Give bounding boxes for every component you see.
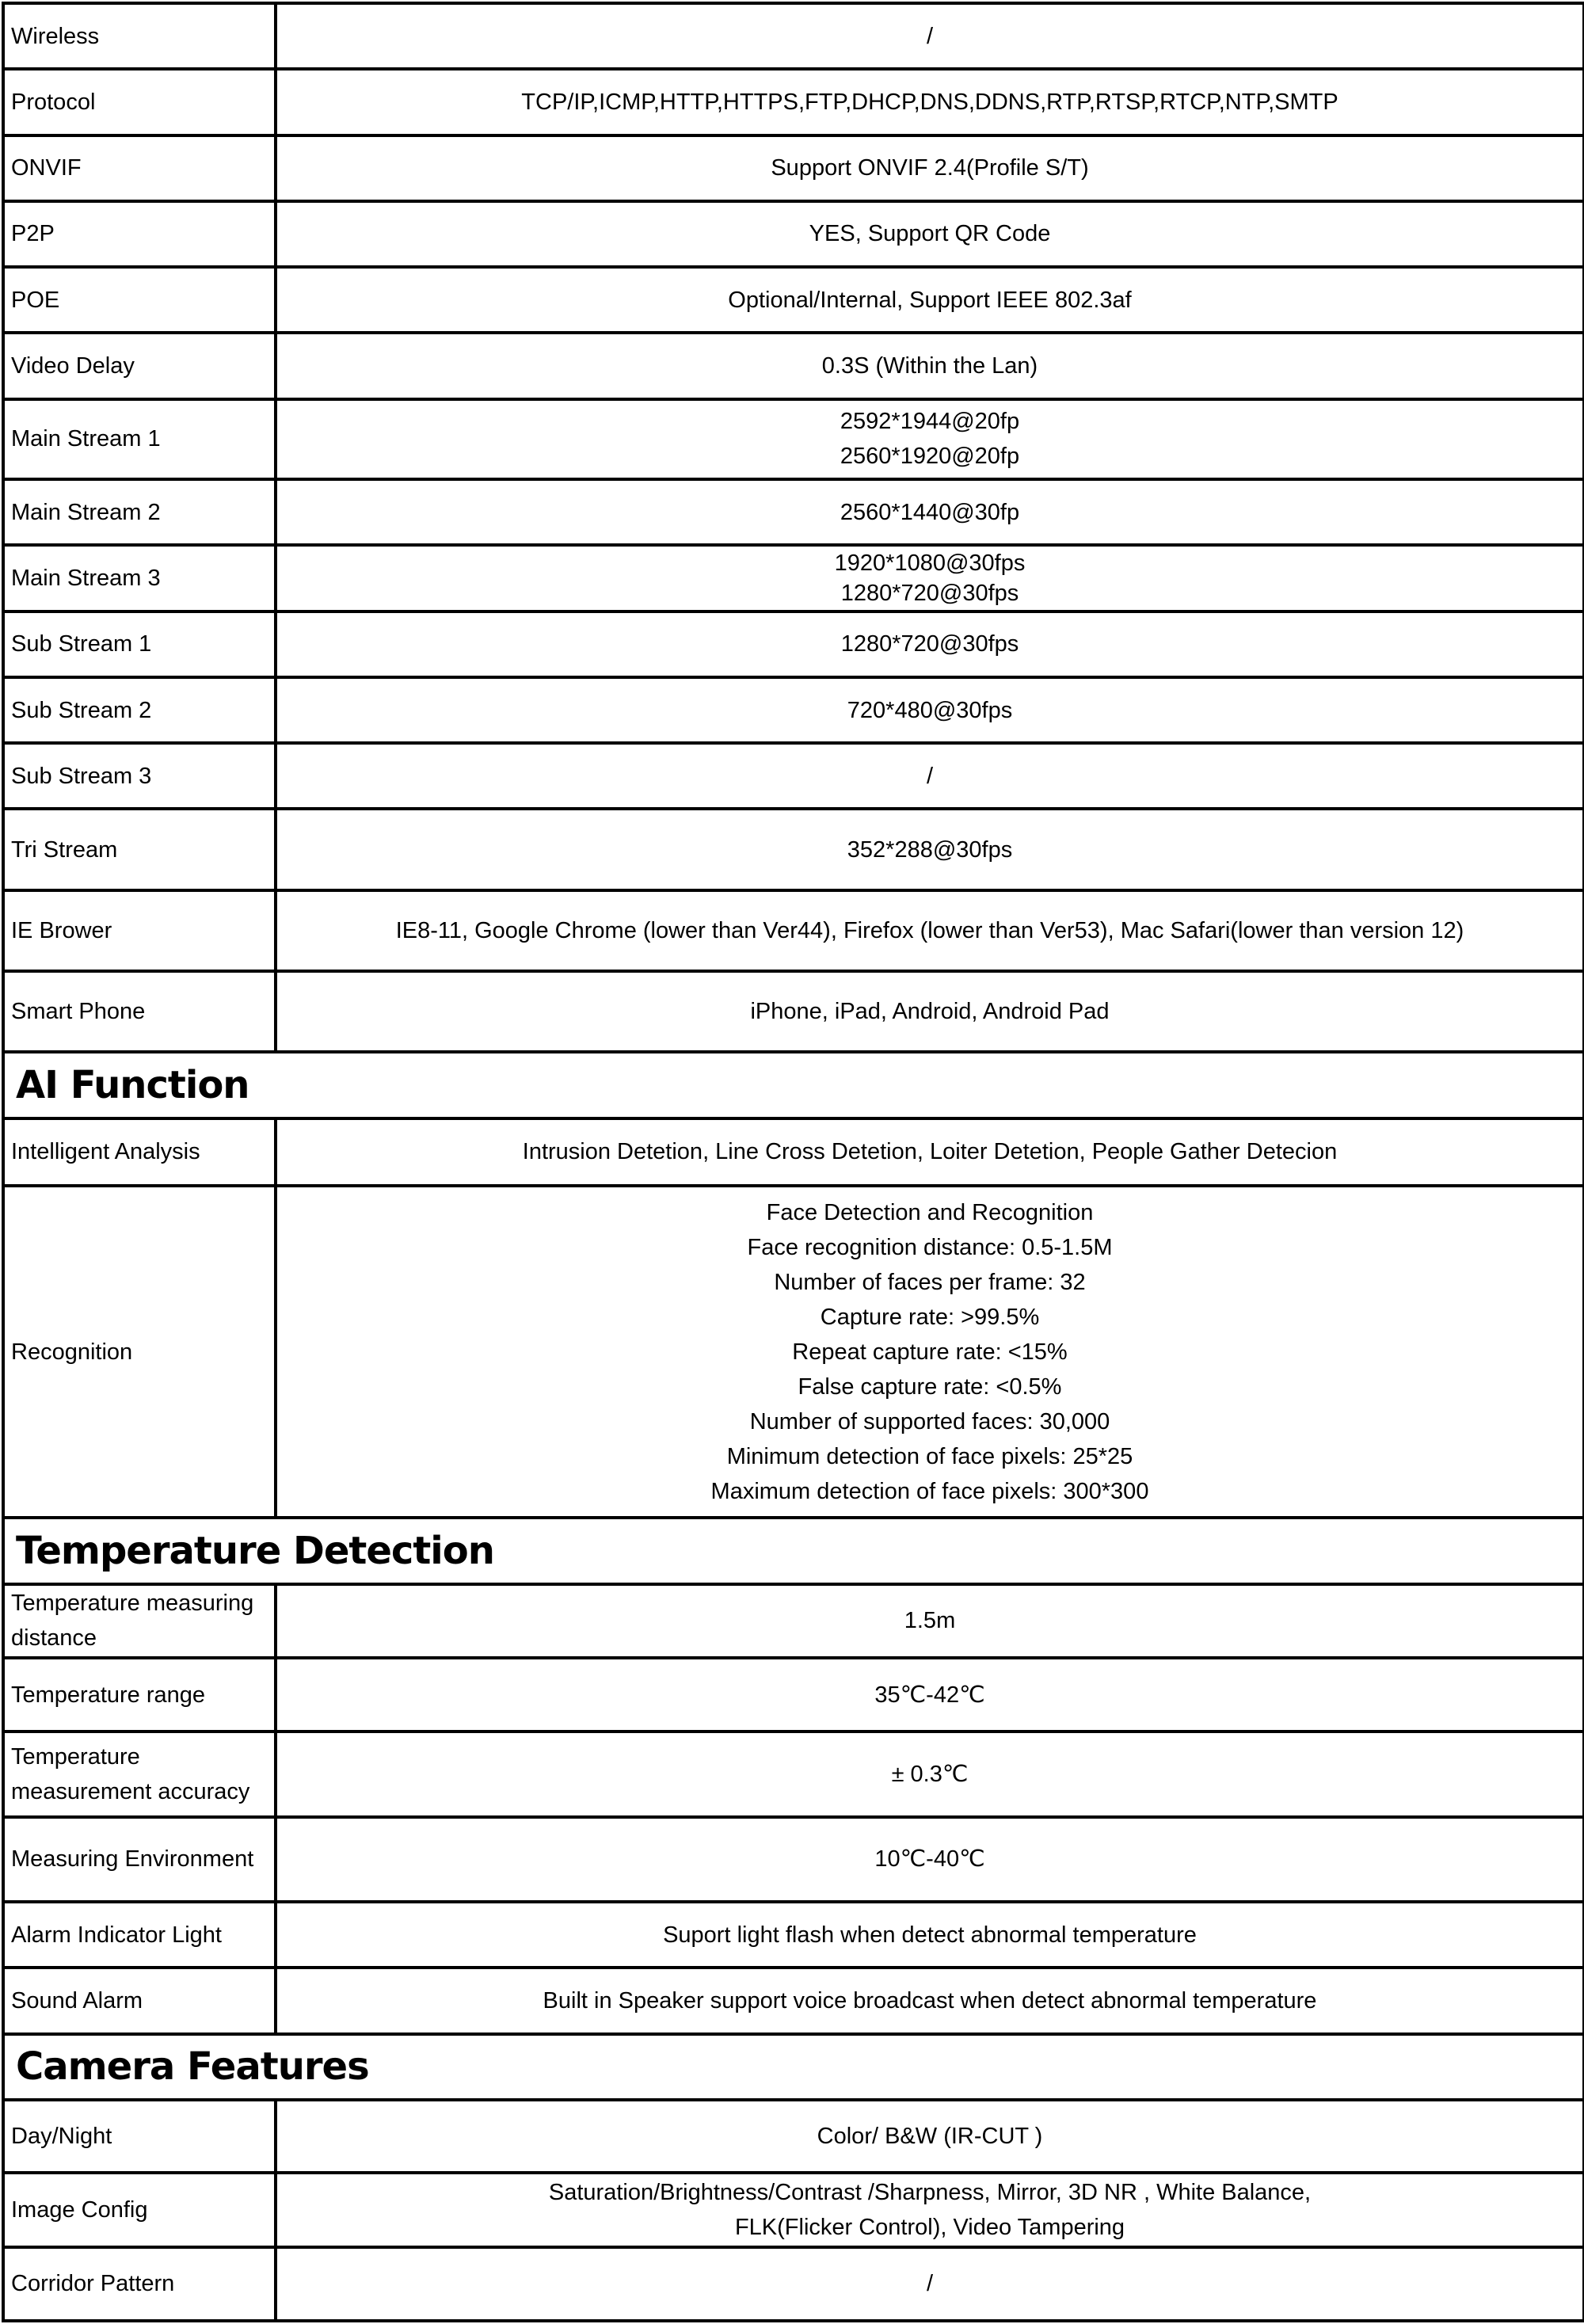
spec-label: Temperature measuring distance <box>3 1584 276 1658</box>
spec-row-recognition <box>3 1186 1584 1518</box>
spec-label: Sub Stream 2 <box>3 677 276 743</box>
section-ai-function <box>3 1052 1584 1118</box>
spec-row-sound-alarm <box>3 1968 1584 2033</box>
spec-row-intelligent-analysis <box>3 1118 1584 1186</box>
spec-label: Image Config <box>3 2173 276 2246</box>
section-title: Temperature Detection <box>3 1518 1584 1583</box>
spec-value: ± 0.3℃ <box>276 1732 1584 1816</box>
spec-row-measurement-accuracy <box>3 1732 1584 1816</box>
spec-row-day-night <box>3 2100 1584 2173</box>
section-title: AI Function <box>3 1052 1584 1118</box>
spec-label: Main Stream 2 <box>3 479 276 545</box>
spec-value: Suport light flash when detect abnormal temperature <box>276 1902 1584 1968</box>
spec-label: Smart Phone <box>3 971 276 1052</box>
spec-value: TCP/IP,ICMP,HTTP,HTTPS,FTP,DHCP,DNS,DDNS,RTP,RTSP,RTCP,NTP,SMTP <box>276 69 1584 135</box>
spec-label: Wireless <box>3 3 276 69</box>
spec-row-protocol <box>3 69 1584 135</box>
spec-value: IE8-11, Google Chrome (lower than Ver44), Firefox (lower than Ver53), Mac Safari(lower than version 12) <box>276 890 1584 971</box>
spec-row-smart-phone <box>3 971 1584 1052</box>
section-camera-features <box>3 2034 1584 2100</box>
spec-label: Main Stream 1 <box>3 399 276 479</box>
spec-label: Sub Stream 1 <box>3 611 276 677</box>
spec-row-image-config <box>3 2173 1584 2246</box>
spec-row-main-stream-3 <box>3 545 1584 611</box>
spec-row-sub-stream-1 <box>3 611 1584 677</box>
spec-value: Face Detection and Recognition Face recognition distance: 0.5-1.5M Number of faces per frame: 32 Capture rate: >99.5% Repeat capture rate: <15% False capture rate: <0.5% Number of supported faces: 30,000 Minimum detection of face pixels: 25*25 Maximum detection of face pixels: 300*300 <box>276 1186 1584 1518</box>
spec-label: Protocol <box>3 69 276 135</box>
spec-value: / <box>276 743 1584 809</box>
spec-row-onvif <box>3 135 1584 201</box>
spec-value: Built in Speaker support voice broadcast when detect abnormal temperature <box>276 1968 1584 2033</box>
spec-row-wireless <box>3 3 1584 69</box>
spec-row-poe <box>3 267 1584 333</box>
spec-value: 720*480@30fps <box>276 677 1584 743</box>
spec-row-video-delay <box>3 333 1584 398</box>
spec-row-sub-stream-2 <box>3 677 1584 743</box>
spec-label: Temperature measurement accuracy <box>3 1732 276 1816</box>
spec-row-alarm-indicator-light <box>3 1902 1584 1968</box>
spec-label: Day/Night <box>3 2100 276 2173</box>
spec-value: YES, Support QR Code <box>276 201 1584 267</box>
spec-value: 352*288@30fps <box>276 809 1584 890</box>
spec-value: 0.3S (Within the Lan) <box>276 333 1584 398</box>
spec-value: Saturation/Brightness/Contrast /Sharpness, Mirror, 3D NR , White Balance, FLK(Flicker Control), Video Tampering <box>276 2173 1584 2246</box>
spec-value: 2560*1440@30fp <box>276 479 1584 545</box>
spec-label: ONVIF <box>3 135 276 201</box>
spec-label: Intelligent Analysis <box>3 1118 276 1186</box>
spec-value: Intrusion Detetion, Line Cross Detetion, Loiter Detetion, People Gather Detecion <box>276 1118 1584 1186</box>
spec-value: iPhone, iPad, Android, Android Pad <box>276 971 1584 1052</box>
spec-row-temperature-range <box>3 1658 1584 1732</box>
spec-label: Sub Stream 3 <box>3 743 276 809</box>
spec-label: Corridor Pattern <box>3 2247 276 2321</box>
spec-label: Recognition <box>3 1186 276 1518</box>
spec-value: / <box>276 3 1584 69</box>
spec-row-main-stream-1 <box>3 399 1584 479</box>
spec-value: / <box>276 2247 1584 2321</box>
spec-row-measuring-distance <box>3 1584 1584 1658</box>
spec-label: POE <box>3 267 276 333</box>
spec-label: P2P <box>3 201 276 267</box>
spec-table <box>2 2 1584 2322</box>
spec-label: Measuring Environment <box>3 1817 276 1902</box>
section-title: Camera Features <box>3 2034 1584 2100</box>
spec-row-corridor-pattern <box>3 2247 1584 2321</box>
spec-label: Video Delay <box>3 333 276 398</box>
spec-value: 1280*720@30fps <box>276 611 1584 677</box>
spec-row-sub-stream-3 <box>3 743 1584 809</box>
spec-label: IE Brower <box>3 890 276 971</box>
spec-value: 1.5m <box>276 1584 1584 1658</box>
spec-row-ie-browser <box>3 890 1584 971</box>
spec-value: 10℃-40℃ <box>276 1817 1584 1902</box>
spec-row-p2p <box>3 201 1584 267</box>
spec-value: Color/ B&W (IR-CUT ) <box>276 2100 1584 2173</box>
spec-value: 35℃-42℃ <box>276 1658 1584 1732</box>
spec-row-main-stream-2 <box>3 479 1584 545</box>
spec-label: Alarm Indicator Light <box>3 1902 276 1968</box>
spec-label: Tri Stream <box>3 809 276 890</box>
spec-label: Sound Alarm <box>3 1968 276 2033</box>
spec-value: 1920*1080@30fps 1280*720@30fps <box>276 545 1584 611</box>
spec-row-measuring-environment <box>3 1817 1584 1902</box>
spec-label: Main Stream 3 <box>3 545 276 611</box>
spec-value: Support ONVIF 2.4(Profile S/T) <box>276 135 1584 201</box>
spec-label: Temperature range <box>3 1658 276 1732</box>
spec-value: Optional/Internal, Support IEEE 802.3af <box>276 267 1584 333</box>
section-temperature-detection <box>3 1518 1584 1583</box>
spec-value: 2592*1944@20fp 2560*1920@20fp <box>276 399 1584 479</box>
spec-row-tri-stream <box>3 809 1584 890</box>
